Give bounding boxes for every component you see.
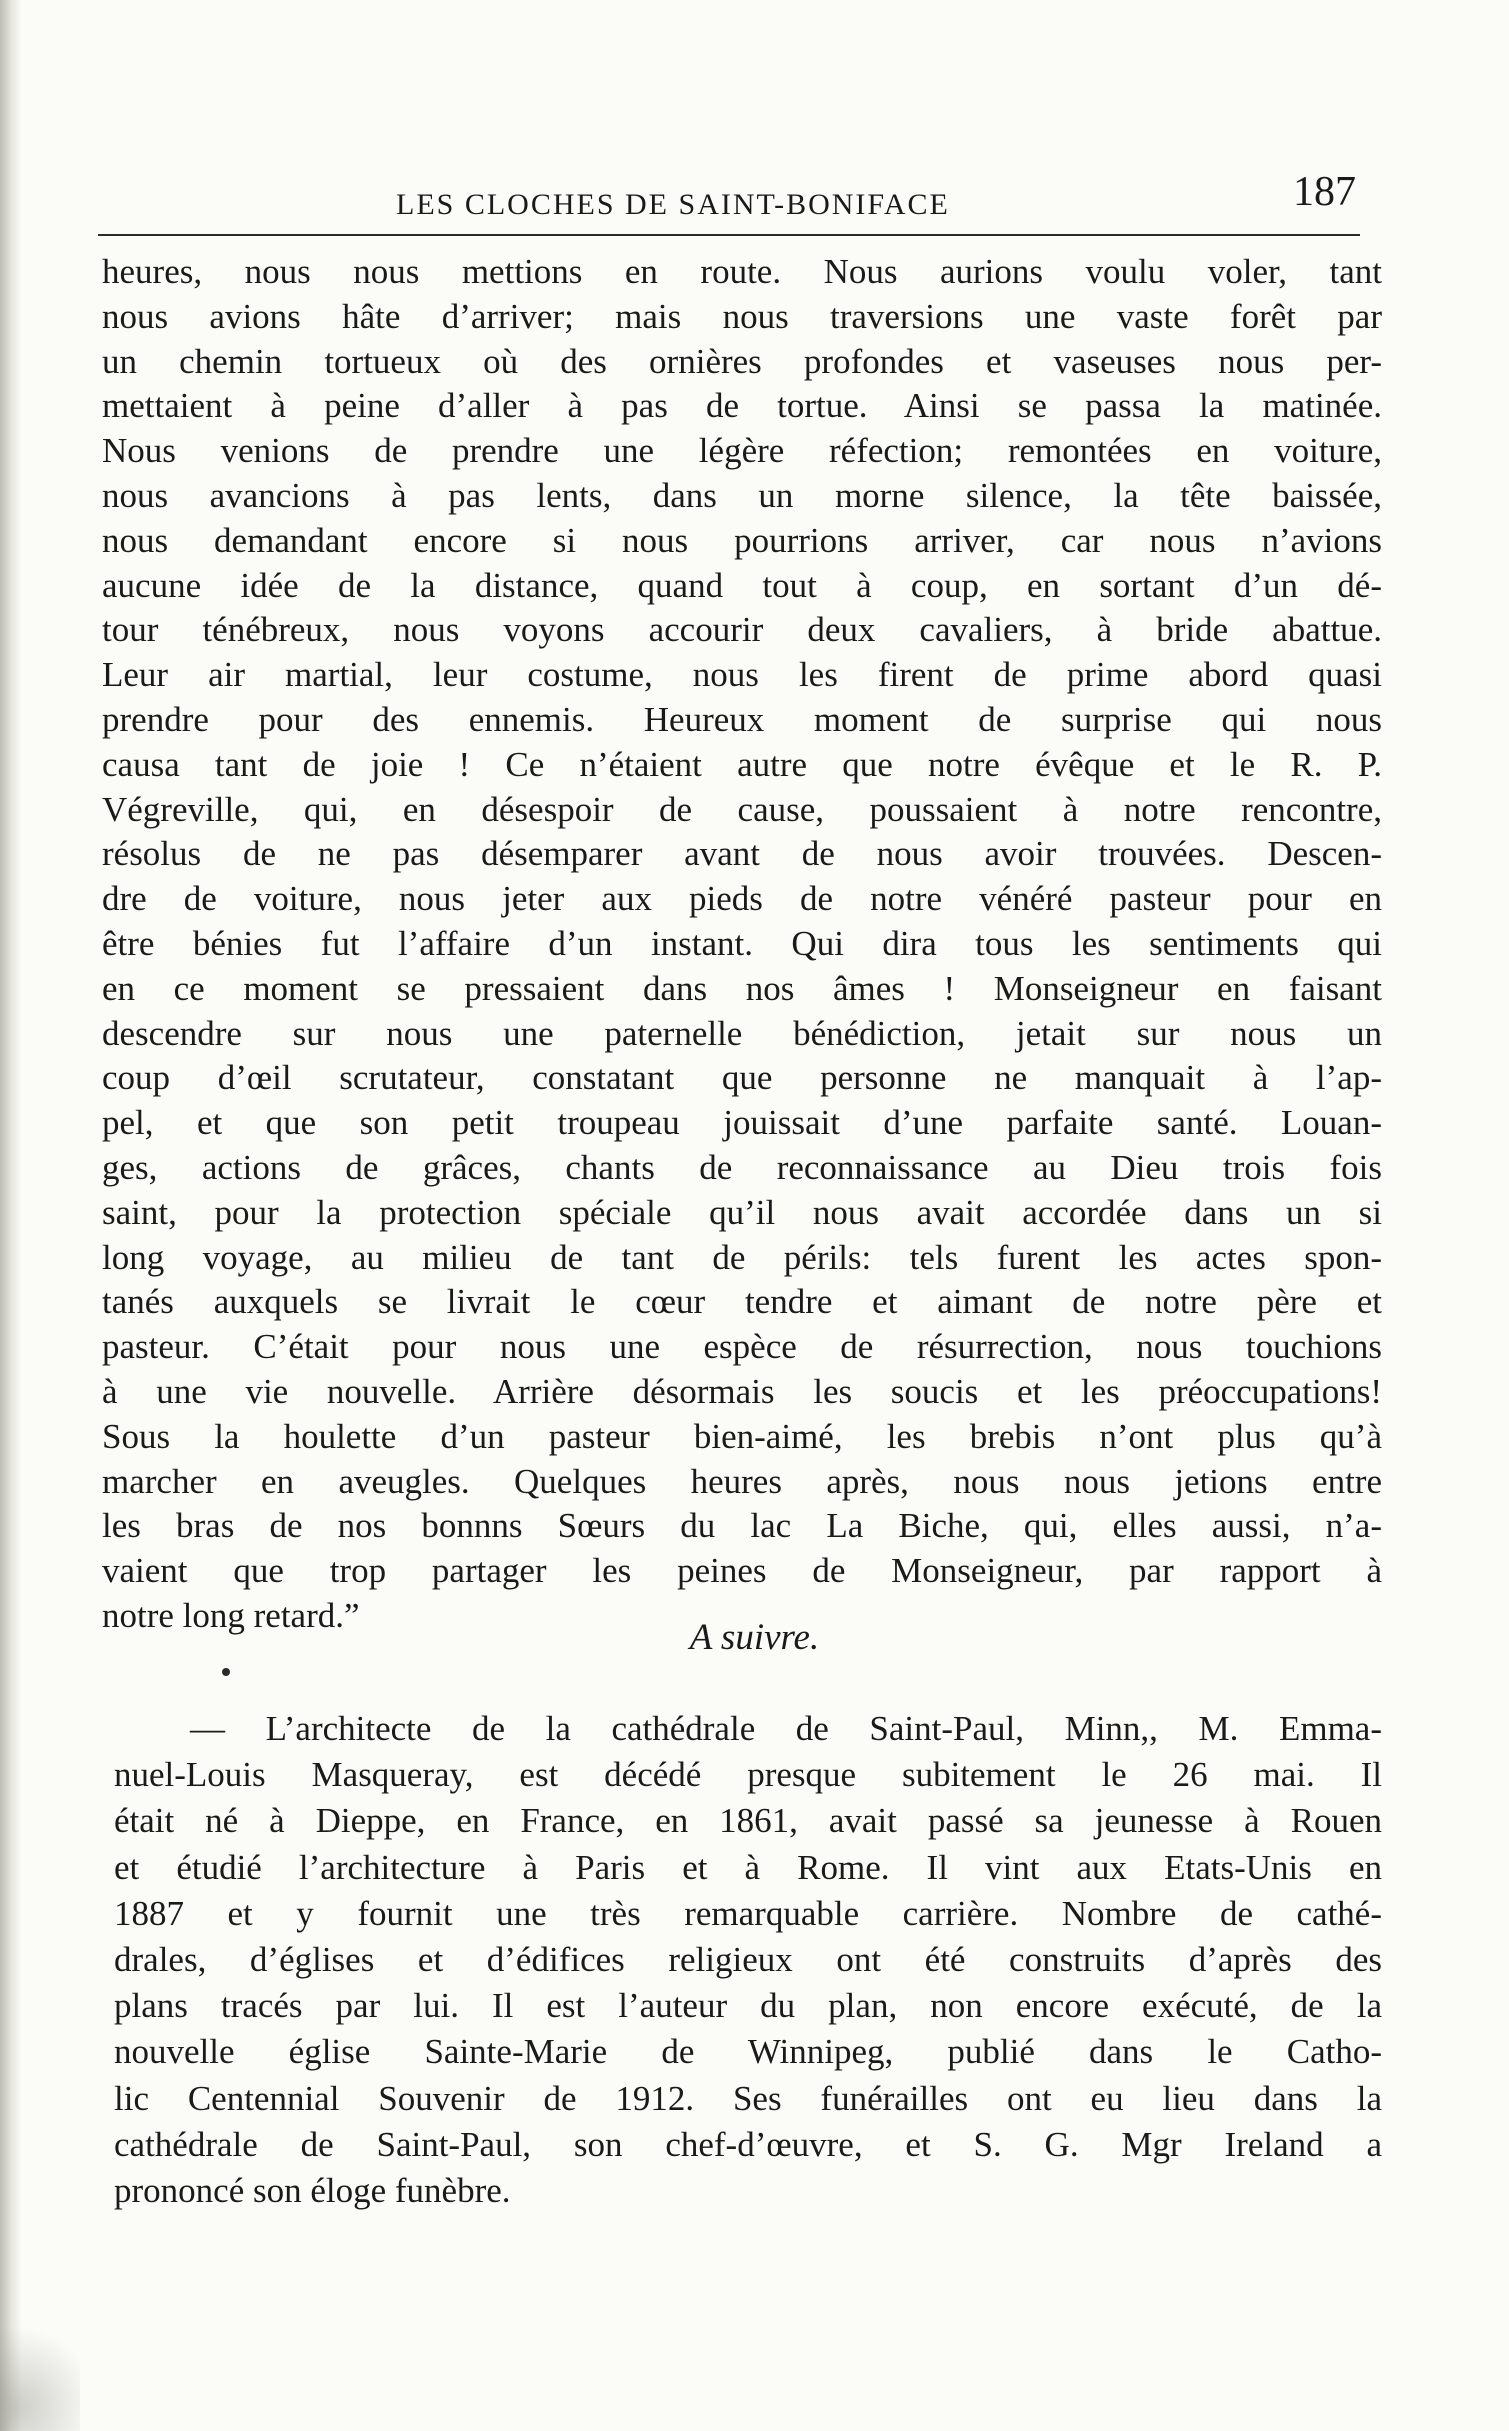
paper-stain [0, 2311, 80, 2431]
page-header [100, 168, 1370, 228]
text-line: Végreville, qui, en désespoir de cause, poussaient à notre rencontre, [102, 789, 1382, 829]
text-line: nous avancions à pas lents, dans un morne silence, la tête baissée, [102, 475, 1382, 515]
text-line: Leur air martial, leur costume, nous les firent de prime abord quasi [102, 655, 1382, 695]
news-line: cathédrale de Saint-Paul, son chef-d’œuvre, et S. G. Mgr Ireland a [114, 2124, 1382, 2164]
news-item [114, 1706, 1382, 2214]
text-line: tour ténébreux, nous voyons accourir deux cavaliers, à bride abattue. [102, 610, 1382, 650]
ink-dot [222, 1668, 230, 1676]
text-line: les bras de nos bonnns Sœurs du lac La Biche, qui, elles aussi, n’a- [102, 1506, 1382, 1546]
text-line: Sous la houlette d’un pasteur bien-aimé, les brebis n’ont plus qu’à [102, 1416, 1382, 1456]
text-line: vaient que trop partager les peines de Monseigneur, par rapport à [102, 1551, 1382, 1591]
text-line: causa tant de joie ! Ce n’étaient autre que notre évêque et le R. P. [102, 744, 1382, 784]
news-line: et étudié l’architecture à Paris et à Rome. Il vint aux Etats-Unis en [114, 1847, 1382, 1887]
news-line: lic Centennial Souvenir de 1912. Ses funérailles ont eu lieu dans la [114, 2078, 1382, 2118]
text-line: ges, actions de grâces, chants de reconnaissance au Dieu trois fois [102, 1147, 1382, 1187]
a-suivre-label: A suivre. [689, 1617, 820, 1658]
text-line: dre de voiture, nous jeter aux pieds de notre vénéré pasteur pour en [102, 879, 1382, 919]
text-line: mettaient à peine d’aller à pas de tortue. Ainsi se passa la matinée. [102, 386, 1382, 426]
running-title: LES CLOCHES DE SAINT-BONIFACE [396, 188, 950, 221]
text-line: Nous venions de prendre une légère réfection; remontées en voiture, [102, 431, 1382, 471]
text-line: un chemin tortueux où des ornières profondes et vaseuses nous per- [102, 341, 1382, 381]
page-number: 187 [1293, 169, 1356, 215]
header-rule [98, 234, 1360, 236]
text-line: être bénies fut l’affaire d’un instant. Qui dira tous les sentiments qui [102, 923, 1382, 963]
text-line: marcher en aveugles. Quelques heures après, nous nous jetions entre [102, 1461, 1382, 1501]
news-line: était né à Dieppe, en France, en 1861, avait passé sa jeunesse à Rouen [114, 1801, 1382, 1841]
binding-edge [0, 0, 22, 2431]
text-line: pasteur. C’était pour nous une espèce de résurrection, nous touchions [102, 1327, 1382, 1367]
news-line: drales, d’églises et d’édifices religieux ont été construits d’après des [114, 1939, 1382, 1979]
news-line: — L’architecte de la cathédrale de Saint-Paul, Minn,, M. Emma- [190, 1709, 1382, 1748]
news-line: plans tracés par lui. Il est l’auteur du plan, non encore exécuté, de la [114, 1986, 1382, 2026]
text-line: heures, nous nous mettions en route. Nous aurions voulu voler, tant [102, 252, 1382, 291]
news-line: nuel-Louis Masqueray, est décédé presque subitement le 26 mai. Il [114, 1755, 1382, 1795]
text-line: pel, et que son petit troupeau jouissait d’une parfaite santé. Louan- [102, 1103, 1382, 1143]
text-line: à une vie nouvelle. Arrière désormais les soucis et les préoccupations! [102, 1371, 1382, 1411]
text-line: nous avions hâte d’arriver; mais nous traversions une vaste forêt par [102, 296, 1382, 336]
text-line: en ce moment se pressaient dans nos âmes ! Monseigneur en faisant [102, 968, 1382, 1008]
text-line: prendre pour des ennemis. Heureux moment de surprise qui nous [102, 699, 1382, 739]
news-line: 1887 et y fournit une très remarquable carrière. Nombre de cathé- [114, 1893, 1382, 1933]
main-text [102, 250, 1382, 1639]
text-line: notre long retard.” [102, 1595, 360, 1635]
text-line: nous demandant encore si nous pourrions arriver, car nous n’avions [102, 520, 1382, 560]
text-line: résolus de ne pas désemparer avant de nous avoir trouvées. Descen- [102, 834, 1382, 874]
text-line: coup d’œil scrutateur, constatant que personne ne manquait à l’ap- [102, 1058, 1382, 1098]
text-line: long voyage, au milieu de tant de périls: tels furent les actes spon- [102, 1237, 1382, 1277]
text-line: tanés auxquels se livrait le cœur tendre et aimant de notre père et [102, 1282, 1382, 1322]
news-line: nouvelle église Sainte-Marie de Winnipeg, publié dans le Catho- [114, 2032, 1382, 2072]
text-line: aucune idée de la distance, quand tout à coup, en sortant d’un dé- [102, 565, 1382, 605]
text-line: saint, pour la protection spéciale qu’il nous avait accordée dans un si [102, 1192, 1382, 1232]
text-line: descendre sur nous une paternelle bénédiction, jetait sur nous un [102, 1013, 1382, 1053]
news-line: prononcé son éloge funèbre. [114, 2170, 511, 2210]
